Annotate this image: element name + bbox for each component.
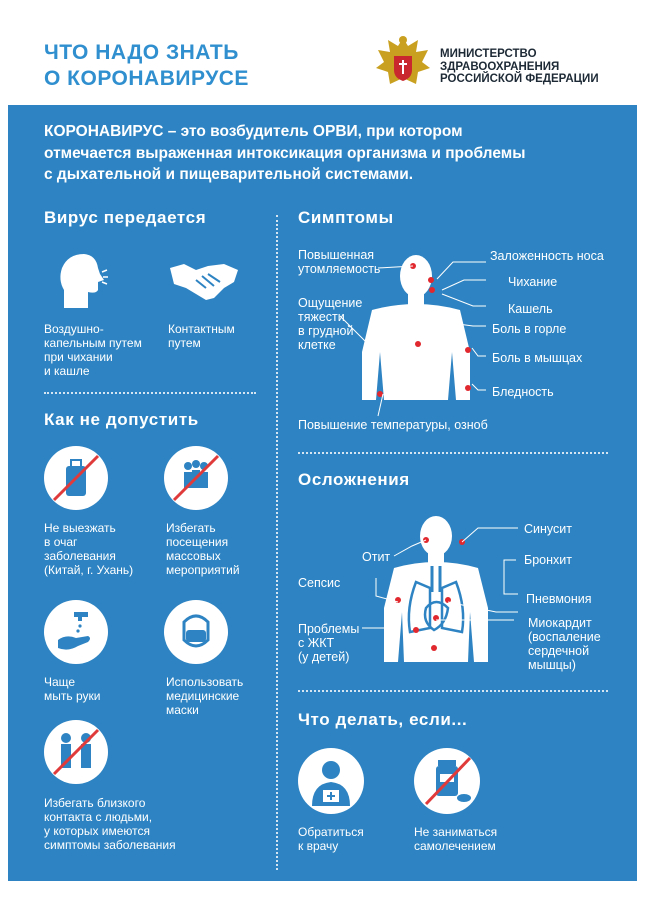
ministry-line1: МИНИСТЕРСТВО [440, 48, 537, 60]
muscle-pain-label: Боль в мышцах [492, 351, 583, 365]
no-travel-icon [44, 446, 108, 510]
contact-label: Контактным путем [168, 322, 235, 350]
gi-problems-label: Проблемы с ЖКТ (у детей) [298, 622, 360, 664]
complications-title: Осложнения [298, 470, 410, 489]
coat-of-arms-icon [372, 32, 434, 94]
airborne-label: Воздушно- капельным путем при чихании и кашле [44, 322, 142, 378]
mask-label: Использовать медицинские маски [166, 675, 244, 717]
ministry-line3: РОССИЙСКОЙ ФЕДЕРАЦИИ [440, 73, 599, 85]
fatigue-label: Повышенная утомляемость [298, 248, 381, 276]
what-to-do-title: Что делать, если... [298, 710, 468, 729]
bronchitis-label: Бронхит [524, 553, 572, 567]
transmission-title: Вирус передается [44, 208, 207, 227]
no-crowds-label: Избегать посещения массовых мероприятий [166, 521, 240, 577]
intro-line1: – это возбудитель ОРВИ, при котором [163, 123, 463, 140]
cough-label: Кашель [508, 302, 553, 316]
sepsis-label: Сепсис [298, 576, 341, 590]
avoid-contact-label: Избегать близкого контакта с людьми, у которых имеются симптомы заболевания [44, 796, 176, 852]
sneezing-label: Чихание [508, 275, 558, 289]
ministry-name [440, 48, 599, 86]
fever-label: Повышение температуры, озноб [298, 418, 488, 432]
symptoms-title: Симптомы [298, 208, 394, 227]
myocarditis-label: Миокардит (воспаление сердечной мышцы) [528, 616, 601, 672]
avoid-contact-icon [44, 720, 108, 784]
intro-line2: отмечается выраженная интоксикация организма и проблемы [44, 144, 526, 162]
handshake-icon [168, 258, 240, 306]
page-title [44, 40, 249, 92]
ministry-line2: ЗДРАВООХРАНЕНИЯ [440, 60, 560, 73]
sore-throat-label: Боль в горле [492, 322, 567, 336]
prevention-title: Как не допустить [44, 410, 199, 429]
otitis-label: Отит [362, 550, 391, 564]
no-self-medication-label: Не заниматься самолечением [414, 825, 498, 853]
head-sneeze-icon [56, 250, 108, 310]
no-travel-label: Не выезжать в очаг заболевания (Китай, г. Ухань) [44, 521, 134, 577]
pneumonia-label: Пневмония [526, 592, 592, 606]
section-divider [298, 690, 608, 692]
sinusitis-label: Синусит [524, 522, 572, 536]
wash-hands-icon [44, 600, 108, 664]
doctor-icon [298, 748, 364, 814]
nasal-congestion-label: Заложенность носа [490, 249, 604, 263]
page-title-line2: О КОРОНАВИРУСЕ [44, 67, 249, 90]
page-title-line1: ЧТО НАДО ЗНАТЬ [44, 41, 239, 64]
pallor-label: Бледность [492, 385, 554, 399]
chest-heaviness-label: Ощущение тяжести в грудной клетке [298, 296, 363, 352]
mask-icon [164, 600, 228, 664]
no-self-medication-icon [414, 748, 480, 814]
intro-line3: с дыхательной и пищеварительной системами. [44, 166, 414, 183]
intro-text [44, 121, 604, 186]
section-divider [298, 452, 608, 454]
see-doctor-label: Обратиться к врачу [298, 825, 364, 853]
intro-term: КОРОНАВИРУС [44, 123, 164, 140]
no-crowds-icon [164, 446, 228, 510]
wash-hands-label: Чаще мыть руки [44, 675, 101, 703]
section-divider [44, 392, 256, 394]
